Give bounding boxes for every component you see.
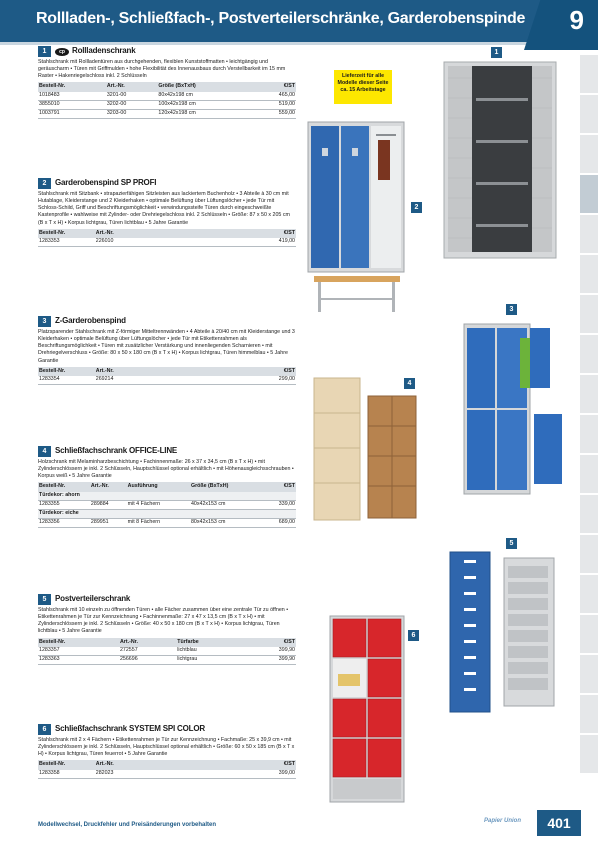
photo-label: 1	[491, 47, 502, 58]
product-title: Schließfachschrank SYSTEM SPI COLOR	[55, 724, 205, 734]
group-label: Türdekor: ahorn	[38, 492, 296, 501]
page-title: Rollladen-, Schließfach-, Postverteilerschränke, Garderobenspinde	[36, 10, 526, 27]
red-locker-image	[328, 614, 408, 804]
table-row: 1283358 282023 399,00	[38, 770, 296, 779]
photo-label: 3	[506, 304, 517, 315]
section-number: 5	[38, 594, 51, 605]
photo-label: 6	[408, 630, 419, 641]
section-number: 3	[38, 316, 51, 327]
section-number: 2	[38, 178, 51, 189]
order-table: Bestell-Nr. Art.-Nr. €/ST 1283358 282023 399,00	[38, 760, 296, 778]
table-row: 1283355 289884 mit 4 Fächern 40x42x153 cm 339,00	[38, 500, 296, 509]
footer-disclaimer: Modellwechsel, Druckfehler und Preisänderungen vorbehalten	[38, 822, 217, 828]
table-row: 1283356 289951 mit 8 Fächern 80x42x153 cm 689,00	[38, 518, 296, 527]
product-section-2	[38, 178, 296, 247]
section-number: 6	[38, 724, 51, 735]
locker-with-bench-image	[306, 118, 408, 314]
product-description: Holzschrank mit Melaminharzbeschichtung • Fachinnenmaße: 26 x 37 x 34,5 cm (B x T x H) • mit Zylinderschlössern je inkl. 2 Schlüsseln, Hauptschlüssel optional erhältlich • mit Höhenausgleichsschrauben • Korpus weiß • 5 Jahre Garantie	[38, 459, 294, 480]
table-row: 3855010 3202-00 100x42x198 cm 519,00	[38, 100, 296, 109]
product-description: Platzsparender Stahlschrank mit Z-förmiger Mitteltrennwänden • 4 Abteile à 20/40 cm mit Kleiderstange und 3 Kleiderhaken • optimale Belüftung über Lüftungslöcher • jede Tür mit Etikettenrahmen als Beschriftungsmöglichkeit • Türen mit zusätzlicher Verstärkung und innenliegenden Scharnieren • mit Drehriegelverschluss • Größe: 80 x 50 x 180 cm (B x T x H) • Korpus lichtgrau, Türen himmelblau • 5 Jahre Garantie	[38, 329, 295, 364]
product-section-3	[38, 316, 296, 385]
order-table: Bestell-Nr. Art.-Nr. €/ST 1283354 269214 299,00	[38, 367, 296, 385]
table-row: 1283353 226010 419,00	[38, 238, 296, 247]
table-row: 1003791 3203-00 120x42x198 cm 559,00	[38, 109, 296, 118]
table-row: 1283357 272557 lichtblau 399,90	[38, 647, 296, 656]
table-row: 1018483 3201-00 80x42x198 cm 465,00	[38, 92, 296, 101]
shutter-slats-left	[448, 66, 472, 252]
section-number: 4	[38, 446, 51, 457]
product-title: Schließfachschrank OFFICE-LINE	[55, 446, 178, 456]
product-title: Z-Garderobenspind	[55, 316, 126, 326]
product-section-4	[38, 446, 296, 528]
section-number: 1	[38, 46, 51, 57]
product-description: Stahlschrank mit Sitzbank • strapazierfähigen Sitzleisten aus lackiertem Buchenholz • 3 Abteile à 30 cm mit Hutablage, Kleiderstange und 2 Kleiderhaken • optimale Belüftung über Lüftungslöcher • jede Tür mit Schloss-Schild, Griff und Beschriftungsmöglichkeit • verwindungssteife Türen durch eingeschweißte Kastenprofile • wahlweise mit Zylinder- oder Drehriegelschloss inkl. 2 Schlüsseln • Größe: 87 x 50 x 205 cm (B x T x H) • Korpus lichtgrau, Türen lichtblau • 5 Jahre Garantie	[38, 191, 290, 226]
cp-brand-logo-icon: cp	[55, 48, 69, 56]
table-row: 1283354 269214 299,00	[38, 376, 296, 385]
product-section-6	[38, 724, 296, 779]
order-table: Bestell-Nr. Art.-Nr. Ausführung Größe (BxTxH) €/ST Türdekor: ahorn 1283355 289884 mit 4 Fächern 40x42x153 cm 339,00 Türdekor: eiche 1283356 289951 mit 8 Fächern 80x42x153 cm 689,00	[38, 482, 296, 528]
chapter-number: 9	[569, 5, 584, 35]
papier-union-logo: Papier Union	[484, 818, 522, 824]
product-description: Stahlschrank mit 10 einzeln zu öffnenden Türen • alle Fächer zusammen über eine zentrale Tür zu öffnen • Etikettenrahmen je Tür zur Kennzeichnung • Fachinnenmaße: 27 x 47 x 13,5 cm (B x T x H) • mit Zylinderschlössern je inkl. 2 Schlüsseln • Größe: 40 x 50 x 180 cm (B x T x H) • Korpus lichtgrau, Türen lichtblau • 5 Jahre Garantie	[38, 607, 289, 635]
product-section-1	[38, 46, 296, 119]
order-table: Bestell-Nr. Art.-Nr. Größe (BxTxH) €/ST 1018483 3201-00 80x42x198 cm 465,00 3855010 3202-00 100x42x198 cm 519,00 1003791 3203-00 120x42x198 cm 559,00	[38, 82, 296, 119]
product-section-5	[38, 594, 296, 665]
product-description: Stahlschrank mit 2 x 4 Fächern • Etikettenrahmen je Tür zur Kennzeichnung • Fachmaße: 25 x 39,9 cm • mit Zylinderschlössern je inkl. 2 Schlüsseln, Hauptschlüssel optional erhältlich • Größe: 60 x 50 x 185 cm (B x T x H) • Korpus lichtgrau, Türen feuerrot • 5 Jahre Garantie	[38, 737, 295, 758]
product-title: Garderobenspind SP PROFI	[55, 178, 157, 188]
order-table: Bestell-Nr. Art.-Nr. €/ST 1283353 226010 419,00	[38, 229, 296, 247]
photo-label: 5	[506, 538, 517, 549]
header-stripe	[0, 42, 598, 45]
side-register	[580, 55, 598, 805]
product-description: Stahlschrank mit Rollladentüren aus durchgehenden, flexiblen Kunststoffmatten • leichtgängig und geräuscharm • Türen mit Griffmulden • hohe Flexibilität des Innenausbaus durch Verstellbarkeit im 15 mm Raster • Hakenriegelschloss inkl. 2 Schlüsseln	[38, 59, 286, 80]
photo-label: 2	[411, 202, 422, 213]
delivery-time-badge: Lieferzeit für alle Modelle dieser Seite ca. 15 Arbeitstage	[334, 70, 392, 104]
mail-distribution-cabinet-image	[446, 548, 558, 716]
photo-label: 4	[404, 378, 415, 389]
order-table: Bestell-Nr. Art.-Nr. Türfarbe €/ST 1283357 272557 lichtblau 399,90 1283363 256696 lichtgrau 399,90	[38, 638, 296, 665]
table-row: 1283363 256696 lichtgrau 399,90	[38, 655, 296, 664]
page-number: 401	[537, 810, 581, 836]
page-header	[0, 0, 598, 42]
product-title: Postverteilerschrank	[55, 594, 131, 604]
z-locker-image	[460, 318, 568, 498]
roller-shutter-cabinet-image	[440, 58, 558, 263]
group-label: Türdekor: eiche	[38, 509, 296, 518]
wooden-locker-image	[310, 376, 420, 524]
product-title: Rollladenschrank	[72, 46, 136, 56]
